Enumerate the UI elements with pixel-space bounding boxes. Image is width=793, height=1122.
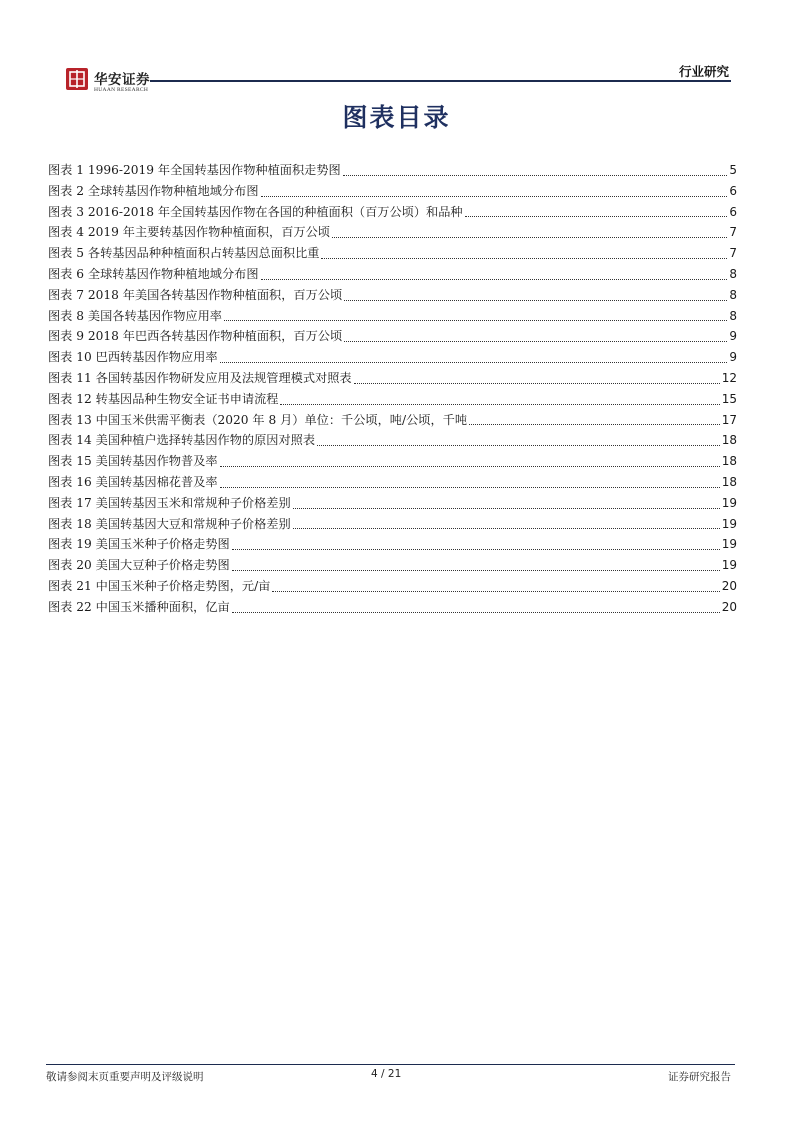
toc-entry[interactable] — [48, 410, 737, 431]
toc-dot-leader — [343, 174, 728, 176]
toc-entry[interactable] — [48, 160, 737, 181]
toc-dot-leader — [220, 486, 720, 488]
toc-entry-label: 图表 22 中国玉米播种面积，亿亩 — [48, 599, 230, 614]
toc-dot-leader — [220, 361, 728, 363]
toc-entry[interactable] — [48, 368, 737, 389]
toc-dot-leader — [321, 257, 727, 259]
toc-dot-leader — [354, 382, 720, 384]
toc-entry[interactable] — [48, 555, 737, 576]
toc-entry-label: 图表 14 美国种植户选择转基因作物的原因对照表 — [48, 433, 316, 448]
toc-entry-label: 图表 6 全球转基因作物种植地域分布图 — [48, 266, 259, 281]
header-divider — [150, 80, 731, 82]
logo-english-name: HUAAN RESEARCH — [94, 87, 149, 93]
toc-entry[interactable] — [48, 181, 737, 202]
footer-disclaimer: 敬请参阅末页重要声明及评级说明 — [46, 1071, 204, 1083]
toc-entry-label: 图表 1 1996-2019 年全国转基因作物种植面积走势图 — [48, 163, 341, 177]
toc-dot-leader — [332, 236, 727, 238]
toc-dot-leader — [465, 215, 728, 217]
toc-entry[interactable] — [48, 576, 737, 597]
toc-entry-page: 12 — [721, 370, 737, 385]
toc-entry-page: 8 — [729, 266, 737, 281]
logo-chinese-name: 华安证券 — [94, 72, 150, 88]
toc-entry-label: 图表 13 中国玉米供需平衡表（2020 年 8 月）单位：千公顷，吨/公顷，千吨 — [48, 412, 468, 427]
toc-entry[interactable] — [48, 264, 737, 285]
toc-entry-page: 5 — [729, 163, 737, 177]
toc-entry-label: 图表 17 美国转基因玉米和常规种子价格差别 — [48, 495, 291, 510]
toc-entry-label: 图表 9 2018 年巴西各转基因作物种植面积，百万公顷 — [48, 329, 343, 344]
toc-entry-page: 9 — [729, 350, 737, 365]
toc-entry[interactable] — [48, 389, 737, 410]
toc-entry-label: 图表 16 美国转基因棉花普及率 — [48, 474, 218, 489]
toc-entry-label: 图表 20 美国大豆种子价格走势图 — [48, 558, 230, 573]
toc-entry-label: 图表 10 巴西转基因作物应用率 — [48, 350, 218, 365]
toc-entry[interactable] — [48, 222, 737, 243]
toc-entry-page: 20 — [721, 578, 737, 593]
toc-entry[interactable] — [48, 514, 737, 535]
toc-dot-leader — [261, 278, 728, 280]
toc-entry[interactable] — [48, 243, 737, 264]
toc-entry-label: 图表 12 转基因品种生物安全证书申请流程 — [48, 391, 279, 406]
table-of-figures — [48, 160, 737, 618]
toc-entry[interactable] — [48, 326, 737, 347]
toc-entry-label: 图表 19 美国玉米种子价格走势图 — [48, 537, 230, 552]
toc-dot-leader — [293, 527, 720, 529]
toc-entry[interactable] — [48, 285, 737, 306]
toc-entry-page: 19 — [721, 495, 737, 510]
toc-entry-label: 图表 21 中国玉米种子价格走势图，元/亩 — [48, 578, 271, 593]
toc-dot-leader — [220, 465, 720, 467]
toc-entry-label: 图表 2 全球转基因作物种植地域分布图 — [48, 183, 259, 198]
toc-entry-page: 20 — [721, 599, 737, 614]
footer-divider — [46, 1064, 735, 1065]
report-category-tag: 行业研究 — [678, 64, 729, 79]
toc-entry-label: 图表 4 2019 年主要转基因作物种植面积，百万公顷 — [48, 225, 330, 240]
toc-entry-label: 图表 7 2018 年美国各转基因作物种植面积，百万公顷 — [48, 287, 343, 302]
toc-dot-leader — [280, 403, 719, 405]
toc-entry[interactable] — [48, 202, 737, 223]
toc-entry-page: 18 — [721, 433, 737, 448]
toc-entry-page: 17 — [721, 412, 737, 427]
toc-entry-page: 18 — [721, 474, 737, 489]
toc-entry-page: 9 — [729, 329, 737, 344]
toc-entry-label: 图表 15 美国转基因作物普及率 — [48, 454, 218, 469]
toc-entry-page: 7 — [729, 246, 737, 261]
toc-entry[interactable] — [48, 306, 737, 327]
toc-entry-label: 图表 18 美国转基因大豆和常规种子价格差别 — [48, 516, 291, 531]
toc-entry[interactable] — [48, 472, 737, 493]
page-number: 4 / 21 — [371, 1068, 402, 1080]
toc-entry[interactable] — [48, 597, 737, 618]
toc-entry[interactable] — [48, 347, 737, 368]
toc-dot-leader — [224, 319, 727, 321]
toc-entry-page: 6 — [729, 183, 737, 198]
toc-entry-page: 8 — [729, 308, 737, 323]
toc-entry-page: 19 — [721, 516, 737, 531]
toc-entry-label: 图表 5 各转基因品种种植面积占转基因总面积比重 — [48, 246, 320, 261]
toc-entry-page: 18 — [721, 454, 737, 469]
toc-entry-label: 图表 11 各国转基因作物研发应用及法规管理模式对照表 — [48, 370, 352, 385]
huaan-seal-icon — [66, 68, 88, 90]
toc-dot-leader — [232, 611, 720, 613]
toc-entry[interactable] — [48, 493, 737, 514]
footer-doc-type: 证券研究报告 — [668, 1071, 731, 1083]
toc-dot-leader — [317, 444, 720, 446]
toc-dot-leader — [344, 340, 727, 342]
toc-entry[interactable] — [48, 534, 737, 555]
toc-entry-page: 7 — [729, 225, 737, 240]
toc-dot-leader — [232, 548, 720, 550]
toc-dot-leader — [293, 507, 720, 509]
toc-entry-page: 15 — [721, 391, 737, 406]
toc-entry-label: 图表 3 2016-2018 年全国转基因作物在各国的种植面积（百万公顷）和品种 — [48, 204, 463, 219]
toc-entry-label: 图表 8 美国各转基因作物应用率 — [48, 308, 222, 323]
toc-entry-page: 8 — [729, 287, 737, 302]
toc-dot-leader — [469, 423, 720, 425]
toc-entry[interactable] — [48, 430, 737, 451]
toc-dot-leader — [344, 299, 727, 301]
toc-entry-page: 19 — [721, 537, 737, 552]
toc-dot-leader — [272, 590, 719, 592]
toc-dot-leader — [232, 569, 720, 571]
toc-dot-leader — [261, 195, 728, 197]
toc-entry-page: 19 — [721, 558, 737, 573]
page-title: 图表目录 — [342, 103, 451, 132]
toc-entry-page: 6 — [729, 204, 737, 219]
toc-entry[interactable] — [48, 451, 737, 472]
